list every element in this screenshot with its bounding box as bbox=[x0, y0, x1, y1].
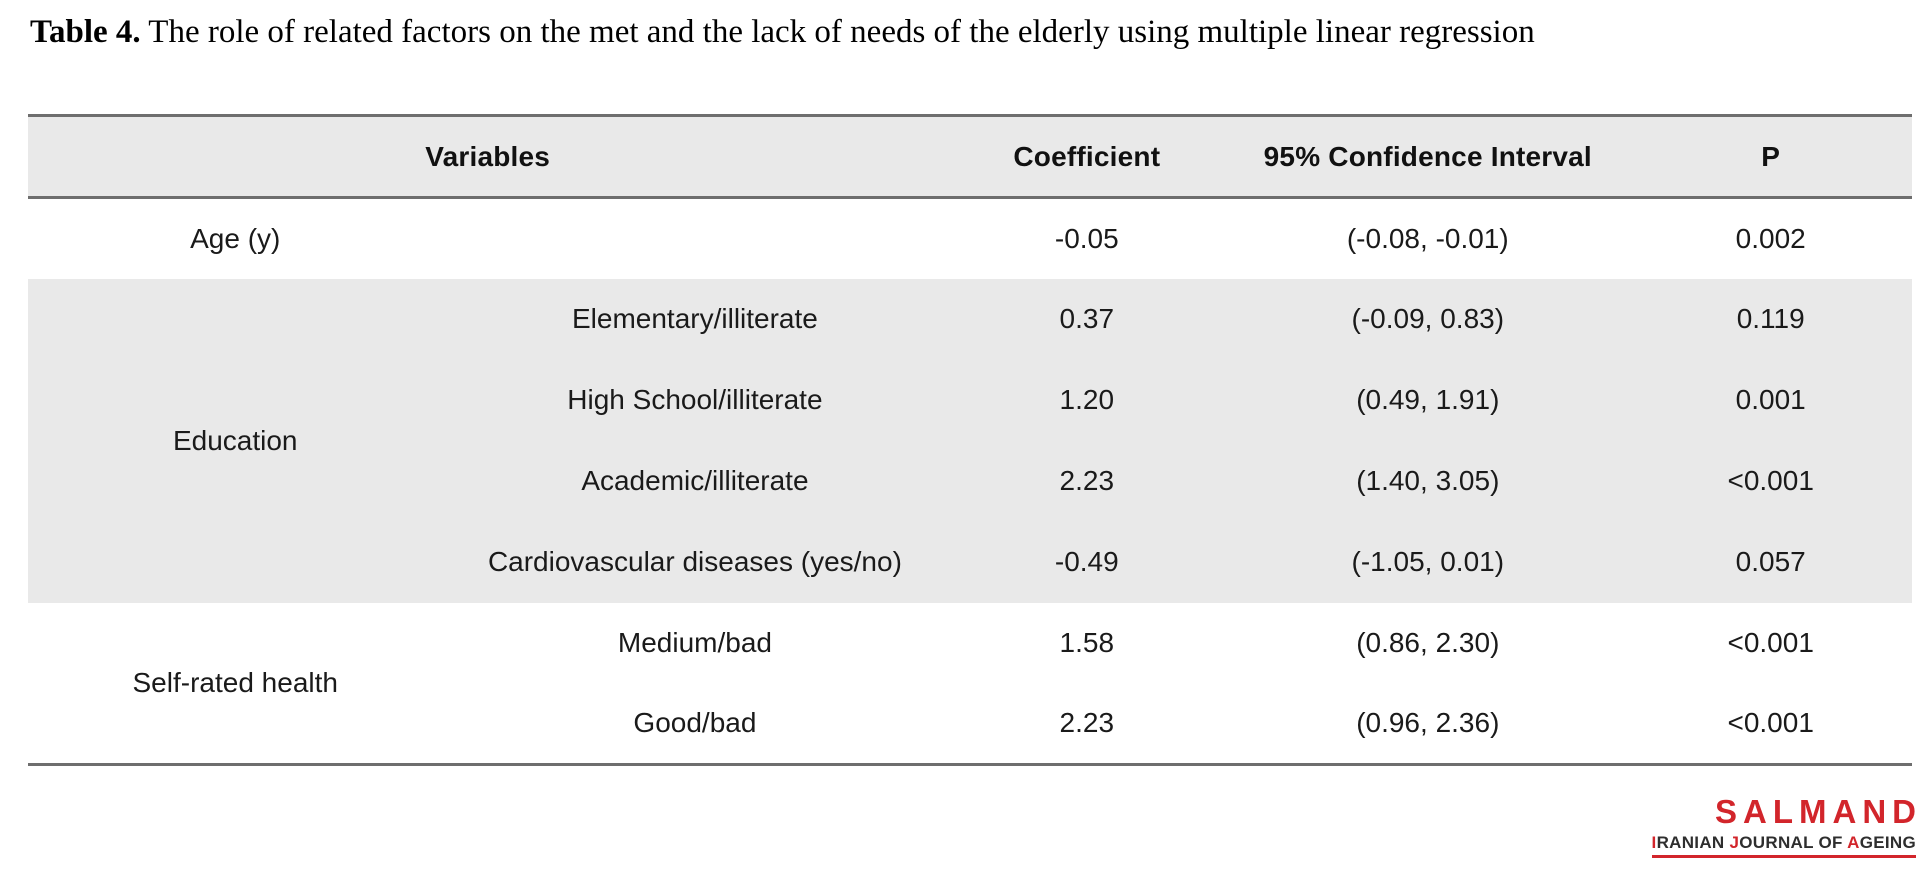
ci-value: (1.40, 3.05) bbox=[1226, 441, 1629, 522]
table-row-medium-bad bbox=[28, 603, 1912, 684]
journal-subtitle-initial: J bbox=[1729, 832, 1740, 852]
p-value: 0.002 bbox=[1629, 198, 1912, 279]
ci-value: (0.86, 2.30) bbox=[1226, 603, 1629, 684]
table-row-age bbox=[28, 198, 1912, 279]
p-value: <0.001 bbox=[1629, 441, 1912, 522]
table-header-row bbox=[28, 116, 1912, 198]
ci-value: (-0.08, -0.01) bbox=[1226, 198, 1629, 279]
table-row-elementary bbox=[28, 279, 1912, 360]
ci-value: (0.96, 2.36) bbox=[1226, 684, 1629, 765]
coefficient-value: 2.23 bbox=[947, 684, 1226, 765]
sub-label-empty bbox=[442, 198, 947, 279]
sub-label: Elementary/illiterate bbox=[442, 279, 947, 360]
header-p-value: P bbox=[1761, 140, 1781, 172]
sub-label: High School/illiterate bbox=[442, 360, 947, 441]
table-caption-number: Table 4. bbox=[30, 14, 141, 50]
journal-subtitle-text: GEING bbox=[1859, 832, 1916, 852]
ci-value: (-1.05, 0.01) bbox=[1226, 522, 1629, 603]
p-value: 0.001 bbox=[1629, 360, 1912, 441]
header-confidence-interval: 95% Confidence Interval bbox=[1263, 140, 1592, 172]
journal-subtitle-initial: A bbox=[1847, 832, 1860, 852]
journal-subtitle-text: OURNAL bbox=[1739, 832, 1819, 852]
group-label-self-rated-health: Self-rated health bbox=[28, 603, 442, 765]
coefficient-value: 2.23 bbox=[947, 441, 1226, 522]
salmand-wordmark: SALMAND bbox=[1715, 793, 1922, 830]
sub-label: Academic/illiterate bbox=[442, 441, 947, 522]
p-value: <0.001 bbox=[1629, 603, 1912, 684]
salmand-journal-logo bbox=[1651, 793, 1922, 858]
sub-label: Cardiovascular diseases (yes/no) bbox=[442, 522, 947, 603]
group-label-education: Education bbox=[28, 279, 442, 603]
coefficient-value: 0.37 bbox=[947, 279, 1226, 360]
group-label-age: Age (y) bbox=[28, 198, 442, 279]
header-variables: Variables bbox=[425, 140, 551, 172]
coefficient-value: -0.49 bbox=[947, 522, 1226, 603]
p-value: <0.001 bbox=[1629, 684, 1912, 765]
table-caption bbox=[30, 14, 1535, 51]
header-coefficient: Coefficient bbox=[1013, 140, 1161, 172]
journal-subtitle bbox=[1652, 833, 1916, 858]
coefficient-value: -0.05 bbox=[947, 198, 1226, 279]
p-value: 0.119 bbox=[1629, 279, 1912, 360]
journal-subtitle-initial: I bbox=[1651, 832, 1657, 852]
coefficient-value: 1.20 bbox=[947, 360, 1226, 441]
ci-value: (-0.09, 0.83) bbox=[1226, 279, 1629, 360]
ci-value: (0.49, 1.91) bbox=[1226, 360, 1629, 441]
journal-subtitle-text: OF bbox=[1818, 832, 1848, 852]
p-value: 0.057 bbox=[1629, 522, 1912, 603]
table-caption-text: The role of related factors on the met and the lack of needs of the elderly using multiple linear regression bbox=[140, 14, 1535, 50]
coefficient-value: 1.58 bbox=[947, 603, 1226, 684]
journal-subtitle-text: RANIAN bbox=[1656, 832, 1730, 852]
regression-table bbox=[28, 114, 1912, 766]
sub-label: Good/bad bbox=[442, 684, 947, 765]
sub-label: Medium/bad bbox=[442, 603, 947, 684]
